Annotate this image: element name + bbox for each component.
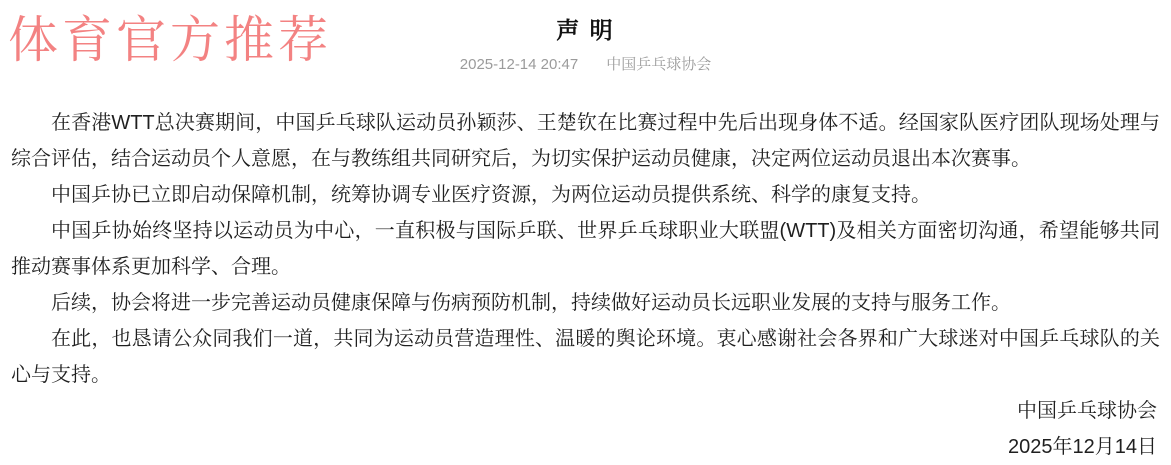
statement-header [0,0,1171,75]
publish-timestamp: 2025-12-14 20:47 [459,56,579,73]
page-title: 声 明 [556,17,615,43]
signature-block [0,393,1171,465]
watermark-text: 体育官方推荐 [8,12,332,68]
source-name: 中国乒乓球协会 [606,56,712,73]
signature-org: 中国乒乓球协会 [1017,400,1157,422]
paragraph-1: 在香港WTT总决赛期间，中国乒乓球队运动员孙颖莎、王楚钦在比赛过程中先后出现身体不适。经国家队医疗团队现场处理与综合评估，结合运动员个人意愿，在与教练组共同研究后，为切实保护运动员健康，决定两位运动员退出本次赛事。 [11,112,1160,170]
paragraph-5: 在此，也恳请公众同我们一道，共同为运动员营造理性、温暖的舆论环境。衷心感谢社会各界和广大球迷对中国乒乓球队的关心与支持。 [11,328,1160,386]
paragraph-3: 中国乒协始终坚持以运动员为中心，一直积极与国际乒联、世界乒乓球职业大联盟(WTT)及相关方面密切沟通，希望能够共同推动赛事体系更加科学、合理。 [11,220,1160,278]
signature-date: 2025年12月14日 [1008,436,1157,458]
statement-body [0,105,1171,393]
paragraph-4: 后续，协会将进一步完善运动员健康保障与伤病预防机制，持续做好运动员长远职业发展的支持与服务工作。 [51,292,1011,314]
paragraph-2: 中国乒协已立即启动保障机制，统筹协调专业医疗资源，为两位运动员提供系统、科学的康复支持。 [51,184,931,206]
meta-row [0,55,1171,75]
